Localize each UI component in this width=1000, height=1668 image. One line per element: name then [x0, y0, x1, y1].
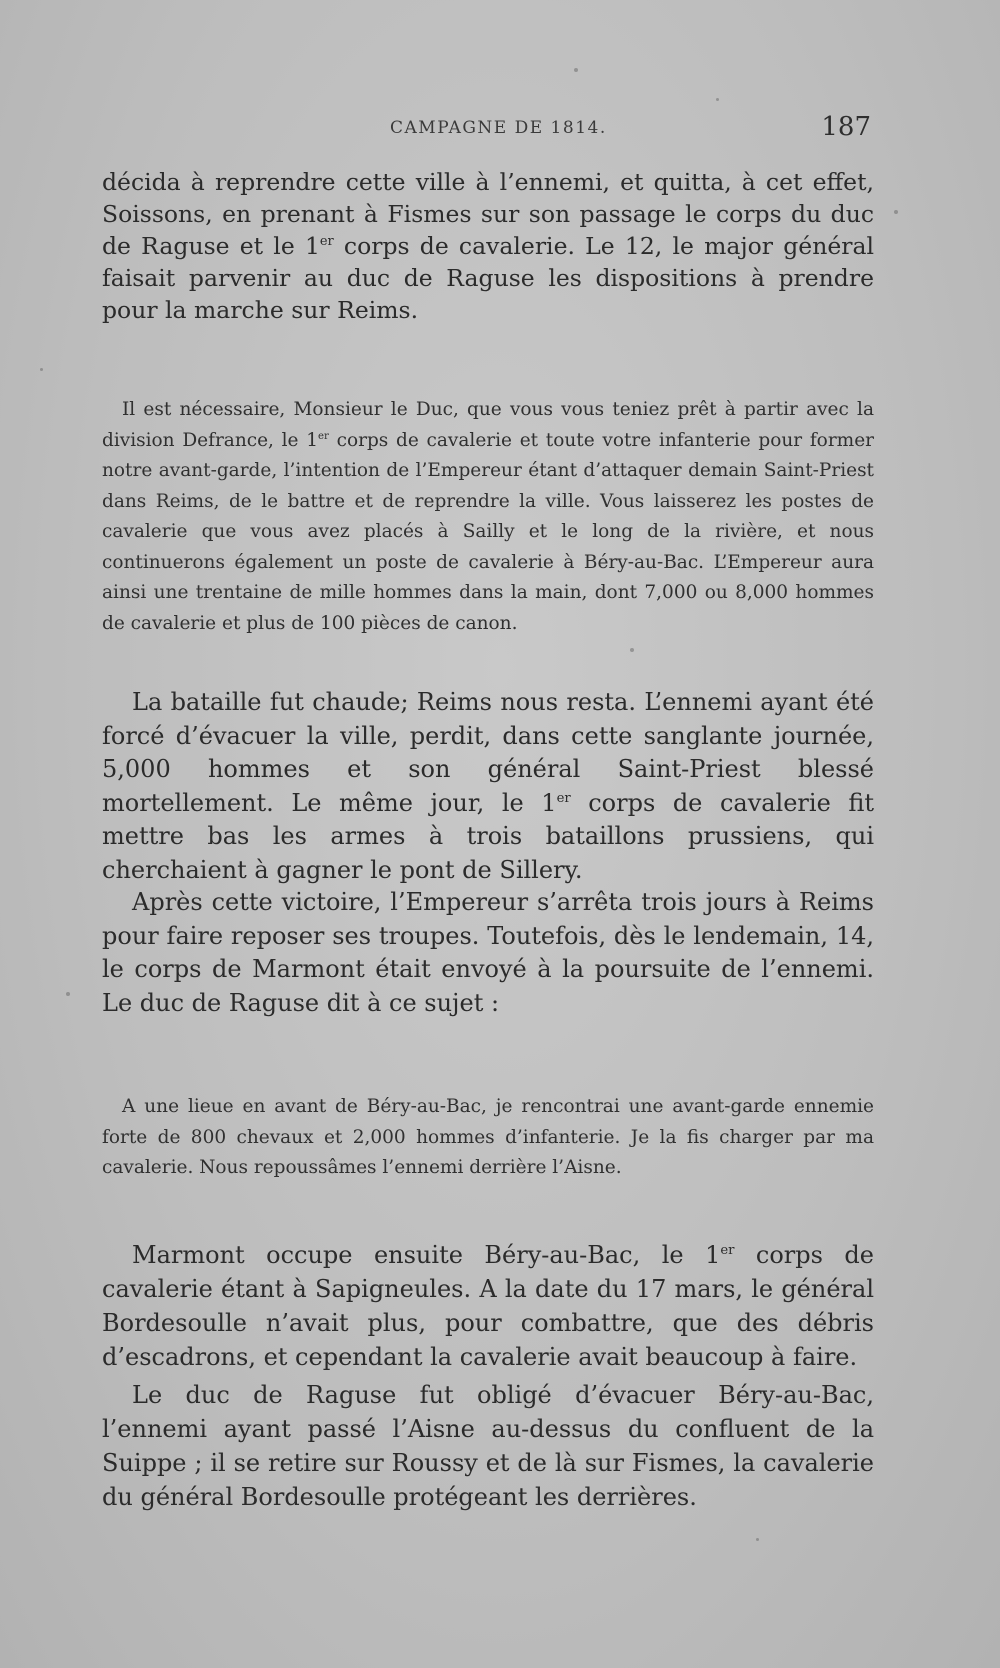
quotation-text: A une lieue en avant de Béry-au-Bac, je rencontrai une avant-garde ennemie forte de 800 chevaux et 2,000 hommes d’infanterie. Je la fis charger par ma cavalerie. Nous repoussâmes l’ennemi derrière l’Aisne.: [102, 1096, 874, 1178]
paragraph-5: [102, 1378, 874, 1514]
paper-speck: [66, 992, 70, 996]
page-number: 187: [821, 112, 871, 142]
quotation-text: Il est nécessaire, Monsieur le Duc, que vous vous teniez prêt à partir avec la division Defrance, le 1er corps de cavalerie et toute votre infanterie pour former notre avant-garde, l’intention de l’Empereur étant d’attaquer demain Saint-Priest dans Reims, de le battre et de reprendre la ville. Vous laisserez les postes de cavalerie que vous avez placés à Sailly et le long de la rivière, et nous continuerons également un poste de cavalerie à Béry-au-Bac. L’Empereur aura ainsi une trentaine de mille hommes dans la main, dont 7,000 ou 8,000 hommes de cavalerie et plus de 100 pièces de canon.: [102, 399, 874, 634]
paper-speck: [894, 210, 898, 214]
running-title: CAMPAGNE DE 1814.: [390, 118, 607, 138]
paragraph-text: Après cette victoire, l’Empereur s’arrêta trois jours à Reims pour faire reposer ses troupes. Toutefois, dès le lendemain, 14, le corps de Marmont était envoyé à la poursuite de l’ennemi. Le duc de Raguse dit à ce sujet :: [102, 888, 874, 1017]
paper-speck: [630, 648, 634, 652]
paragraph-text: Le duc de Raguse fut obligé d’évacuer Béry-au-Bac, l’ennemi ayant passé l’Aisne au-dessus du confluent de la Suippe ; il se retire sur Roussy et de là sur Fismes, la cavalerie du général Bordesoulle protégeant les derrières.: [102, 1381, 874, 1511]
quotation-2: [102, 1092, 874, 1184]
paper-speck: [756, 1538, 759, 1541]
quotation-1: [102, 395, 874, 639]
paragraph-2: [102, 686, 874, 887]
paper-speck: [40, 368, 43, 371]
paragraph-text: Marmont occupe ensuite Béry-au-Bac, le 1er corps de cavalerie étant à Sapigneules. A la date du 17 mars, le général Bordesoulle n’avait plus, pour combattre, que des débris d’escadrons, et cependant la cavalerie avait beaucoup à faire.: [102, 1241, 874, 1371]
paper-speck: [574, 68, 578, 72]
paragraph-3: [102, 886, 874, 1020]
page-header: [100, 112, 875, 146]
paper-speck: [716, 98, 719, 101]
paragraph-1: [102, 166, 874, 326]
paragraph-text: La bataille fut chaude; Reims nous resta. L’ennemi ayant été forcé d’évacuer la ville, perdit, dans cette sanglante journée, 5,000 hommes et son général Saint-Priest blessé mortellement. Le même jour, le 1er corps de cavalerie fit mettre bas les armes à trois bataillons prussiens, qui cherchaient à gagner le pont de Sillery.: [102, 688, 874, 884]
paragraph-4: [102, 1238, 874, 1374]
paragraph-text: décida à reprendre cette ville à l’ennemi, et quitta, à cet effet, Soissons, en prenant à Fismes sur son passage le corps du duc de Raguse et le 1er corps de cavalerie. Le 12, le major général faisait parvenir au duc de Raguse les dispositions à prendre pour la marche sur Reims.: [102, 168, 875, 324]
